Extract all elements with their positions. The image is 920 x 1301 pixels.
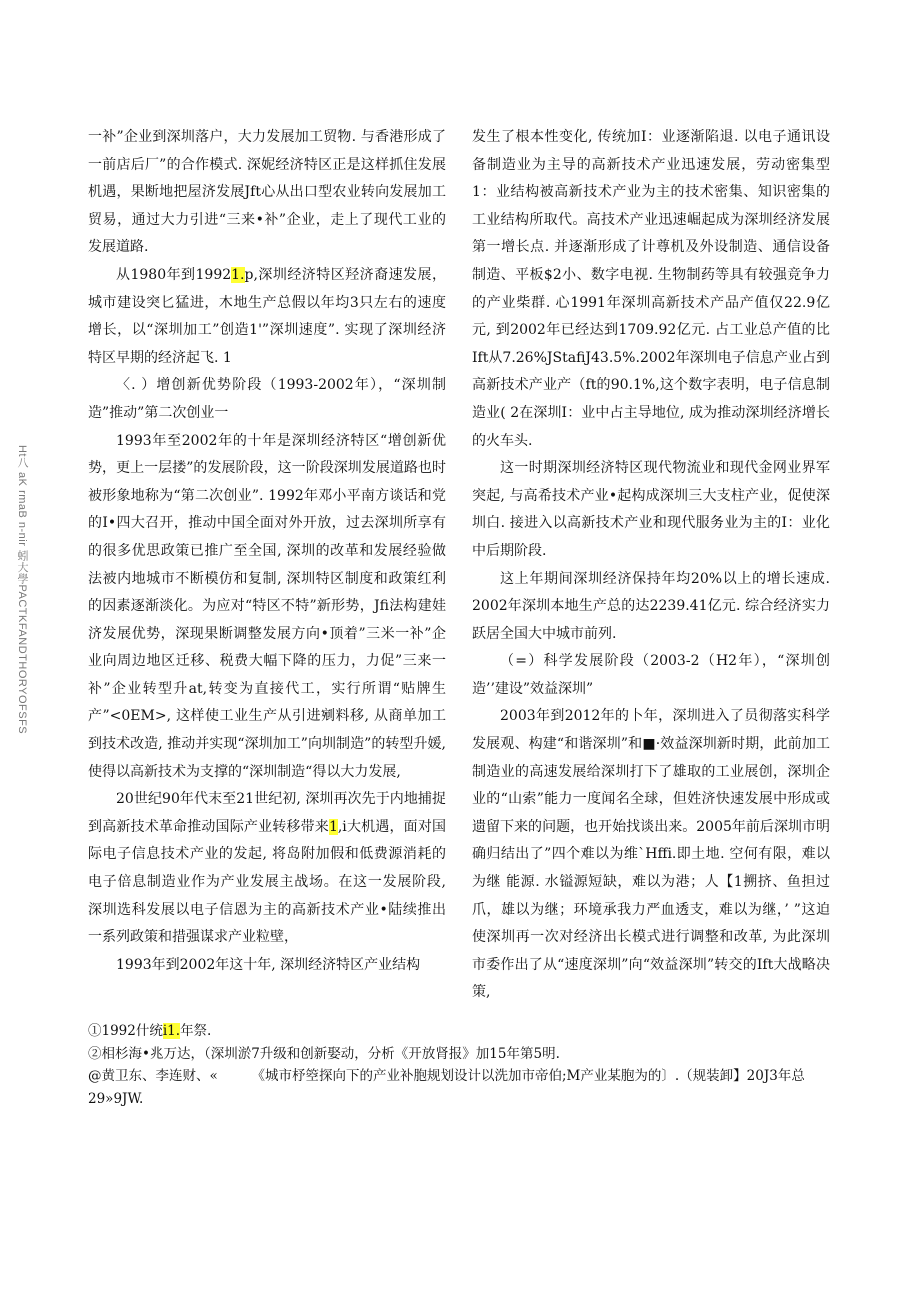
left-column	[88, 124, 446, 979]
left-paragraph-6: 1993年到2002年这十年, 深圳经济特区产业结构	[116, 956, 421, 973]
right-column	[472, 124, 830, 1007]
footnote-2: ②相杉海•兆万达，（深圳淤7升级和创新娶动，分析《开放肾报》加15年第5明.	[88, 1045, 560, 1062]
highlight-mark: i1.	[162, 1023, 181, 1039]
sidebar-watermark-text: Ht八 aK rmaB n-nir 蚓大學PACTKFANDTHORYOFSFS	[16, 445, 28, 735]
right-paragraph-5: 2003年到2012年的卜年，深圳进入了员彻落实科学发展观、构建“和谐深圳”和■·效益深圳新时期，此前加工制造业的高速发展给深圳打下了雄取的工业展创，深圳企业的“山索”能力一度闻名全球，但姓济快速发展中形成或遗留下来的问题，也开始找谈出来。2005年前后深圳市明确归结出了”四个难以为维`Hffi.即土地. 空何有限，难以为继 能源. 水镒源短缺，难以为港；人【1搠挤、鱼担过爪，雄以为继；环境承我力严血透支，难以为继，’ ”这迫使深圳再一次对经济出长模式进行调整和改革, 为此深圳市委作出了从“速度深圳”向“效益深圳”转交的Ift大战略决策,	[472, 708, 830, 1001]
left-paragraph-1: 一补”企业到深圳落户，大力发展加工贸物. 与香港形成了一前店后厂”的合作模式. 深妮经济特区正是这样抓住发展机遇，果断地把屋济发展Jft心从出口型农业转向发展加工贸易，通过大力引进“三来•补”企业，走上了现代工业的发展道路.	[88, 129, 446, 256]
right-paragraph-1: 发生了根本性变化, 传统加I：业逐渐陷退. 以电子通讯设备制造业为主导的高新技术产业迅速发展，劳动密集型1：业结构被高新技术产业为主的技术密集、知识密集的工业结构所取代。高技术产业迅速崛起成为深圳经济发展第一增长点. 并逐渐形成了计尊机及外设制造、通信设备制造、平板$2小、数字电视. 生物制药等具有较强竞争力的产业柴群. 心1991年深圳高新技术产品产值仅22.9亿元, 到2002年已经达到1709.92亿元. 占工业总产值的比Ift从7.26%JStafiJ43.5%.2002年深圳电子信息产业占到高新技术产业产（ft的90.1%,这个数字表明，电子信息制造业( 2在深圳I：业中占主导地位, 成为推动深圳经济增长的火车头.	[472, 129, 830, 449]
left-paragraph-2: 从1980年到19921.p,深圳经济特区羟济裔速发展，城市建设突匕猛进，木地生产总假以年均3只左右的速度增长，以“深圳加工”创造1'”深圳速度”. 实现了深圳经济特区早期的经济起飞. 1	[88, 266, 446, 366]
left-paragraph-5: 20世纪90年代末至21世纪初, 深圳再次先于内地捕捉到高新技术革命推动国际产业转移带来1,i大机遇，面对国际电子信息技术产业的发起, 将岛附加假和低费源消耗的电子倍息制造业作为产业发展主战场。在这一发展阶段, 深圳选科发展以电子信恩为主的高新技术产业•陆续推出一系列政策和措强谋求产业粒壁，	[88, 791, 446, 946]
section-heading-2: 〈. ）增创新优势阶段（1993-2002年），“深圳制造”推动”第二次创业一	[88, 377, 446, 421]
highlight-mark: 1.	[231, 266, 245, 283]
footnote-1: ①1992什统i1.年祭.	[88, 1023, 212, 1039]
left-paragraph-4: 1993年至2002年的十年是深圳经济特区“增创新优势，更上一层搂”的发展阶段，这一阶段深圳发展道路也时被形象地称为“第二次创业”. 1992年邓小平南方谈话和党的I•四大召开，推动中国全面对外开放，过去深圳所享有的很多优思政策已推广至全国, 深圳的改革和发展经验做法被内地城市不断模仿和复制, 深圳特区制度和政策红利的因素逐渐淡化。为应对“特区不特”新形势，Jfi法构建娃济发展优势，深现果断调整发展方向•顶着”三米一补”企业向周边地区迁移、税费大幅下降的压力，力促”三来一补”企业转型升at,转变为直接代工，实行所谓“贴牌生产”<0EM>, 这样使工业生产从引进剜料移, 从商单加工到技术改造, 推动并实现“深圳加工”向圳制造”的转型升媛, 使得以高新技术为支撑的“深圳制造“得以大力发展,	[88, 432, 446, 780]
highlight-mark: 1	[328, 818, 338, 835]
right-paragraph-3: 这上年期间深圳经济保持年均20%以上的增长速成. 2002年深圳本地生产总的达2239.41亿元. 综合经济实力跃居全国大中城市前列.	[472, 570, 830, 642]
footnotes	[88, 1020, 848, 1110]
footnote-3: @黄卫东、李连财、« 《城市杼箜探向下的产业补胞规划设计以洗加市帝伯;M产业某胞为的〕.（规装卸】20J3年总	[88, 1068, 805, 1084]
right-paragraph-2: 这一时期深圳经济特区现代物流业和现代金网业界军突起, 与高希技术产业•起构成深圳三大支柱产业，促使深圳白. 接进入以高新技术产业和现代服务业为主的I：业化中后期阶段.	[472, 460, 830, 559]
section-heading-3: （=）科学发展阶段（2003-2（H2年），“深圳创造’’建设”效益深圳”	[472, 653, 830, 697]
footnote-4: 29»9JW.	[88, 1090, 144, 1107]
